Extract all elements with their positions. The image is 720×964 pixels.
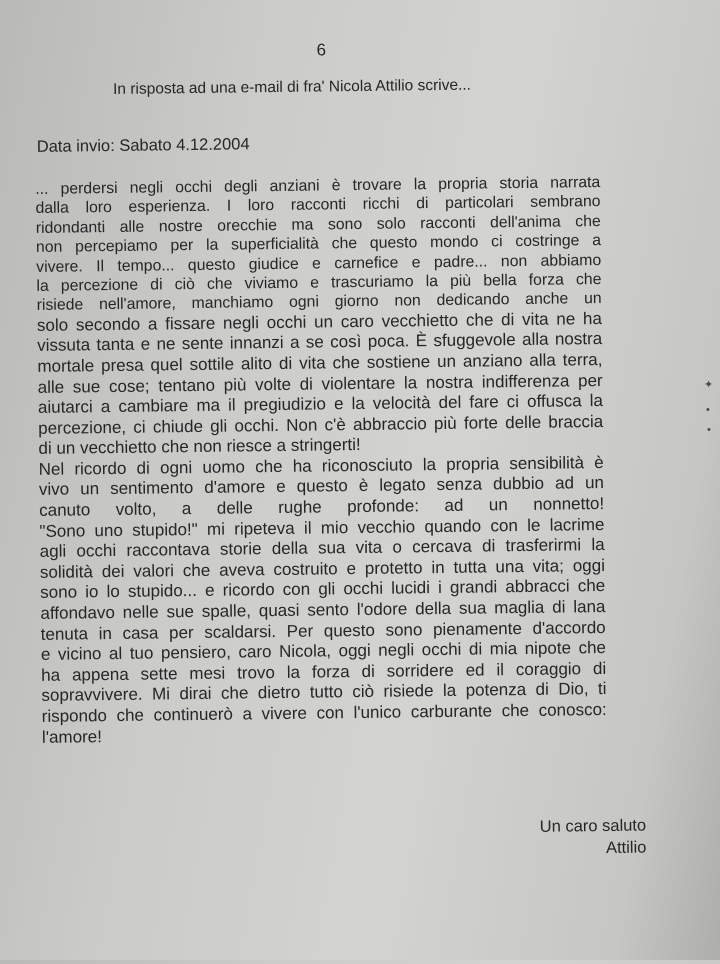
margin-speck: ✦ [704,379,714,391]
body-line: canuto volto, a delle rughe profonde: ad un nonnetto! [39,494,605,520]
signature: Attilio [605,838,647,858]
body-line: ... perdersi negli occhi degli anziani è trovare la propria storia narrata [35,174,601,198]
body-line: solo secondo a fissare negli occhi un caro vecchietto che di vita ne ha [36,308,603,335]
body-line: rispondo che continuerò a vivere con l'unico carburante che conosco: [41,700,607,726]
body-line: solidità dei valori che aveva costruito e protetto in tutta una vita; oggi [39,555,606,582]
body-line: e vicino al tuo pensiero, caro Nicola, oggi negli occhi di mia nipote che [40,638,607,665]
body-line: mortale presa quel sottile alito di vita che sostiene un anziano alla terra, [37,349,603,376]
body-line: aiutarci a cambiare ma il pregiudizio e la velocità del fare ci offusca la [37,391,604,418]
body-line: tenuta in casa per scaldarsi. Per questo sono pienamente d'accordo [40,617,606,644]
body-line: dalla loro esperienza. I loro racconti ricchi di particolari sembrano [35,193,601,218]
body-line: Nel ricordo di ogni uomo che ha riconosciuto la propria sensibilità è [38,452,604,479]
letter-heading: In risposta ad una e-mail di fra' Nicola Attilio scrive... [112,76,472,98]
body-line: vissuta tanta e ne sente innanzi a se così poca. È sfuggevole alla nostra [37,329,603,356]
body-line: sopravvivere. Mi dirai che dietro tutto ciò risiede la potenza di Dio, ti [41,679,607,706]
body-line: "Sono uno stupido!" mi ripeteva il mio vecchio quando con le lacrime [39,514,605,541]
closing-greeting: Un caro saluto [539,816,647,836]
body-line: vivo un sentimento d'amore e questo è legato senza dubbio ad un [38,473,605,500]
body-line: la percezione di ciò che viviamo e trascuriamo la più bella forza che [36,270,602,295]
body-line: agli occhi raccontava storie della sua vita o cercava di trasferirmi la [39,535,605,562]
page-number: 6 [316,40,327,60]
body-line: l'amore! [41,726,103,747]
body-line: affondavo nelle sue spalle, quasi sento l'odore della sua maglia di lana [40,597,606,623]
body-line: vivere. Il tempo... questo giudice e carnefice e padre... non abbiamo [36,251,602,276]
body-line: sono io lo stupido... e ricordo con gli occhi lucidi i grandi abbracci che [40,576,606,603]
letter-body [35,173,607,748]
send-date: Data invio: Sabato 4.12.2004 [36,135,250,156]
body-line: non percepiamo per la superficialità che questo mondo ci costringe a [35,232,602,257]
body-line: alle sue cose; tentano più volte di violentare la nostra indifferenza per [37,370,603,397]
body-line: risiede nell'amore, manchiamo ogni giorno non dedicando anche un [36,290,602,315]
body-line: ha appena sette mesi trovo la forza di sorridere ed il coraggio di [41,658,607,685]
letter-closing [540,815,647,860]
body-line: percezione, ci chiude gli occhi. Non c'è abbraccio più forte delle braccia [38,411,604,438]
margin-speck: • [707,424,711,436]
body-line: di un vecchietto che non riesce a stringerti! [38,435,361,459]
margin-speck: • [706,404,710,416]
body-line: ridondanti alle nostre orecchie ma sono solo racconti dell'anima che [35,212,601,237]
